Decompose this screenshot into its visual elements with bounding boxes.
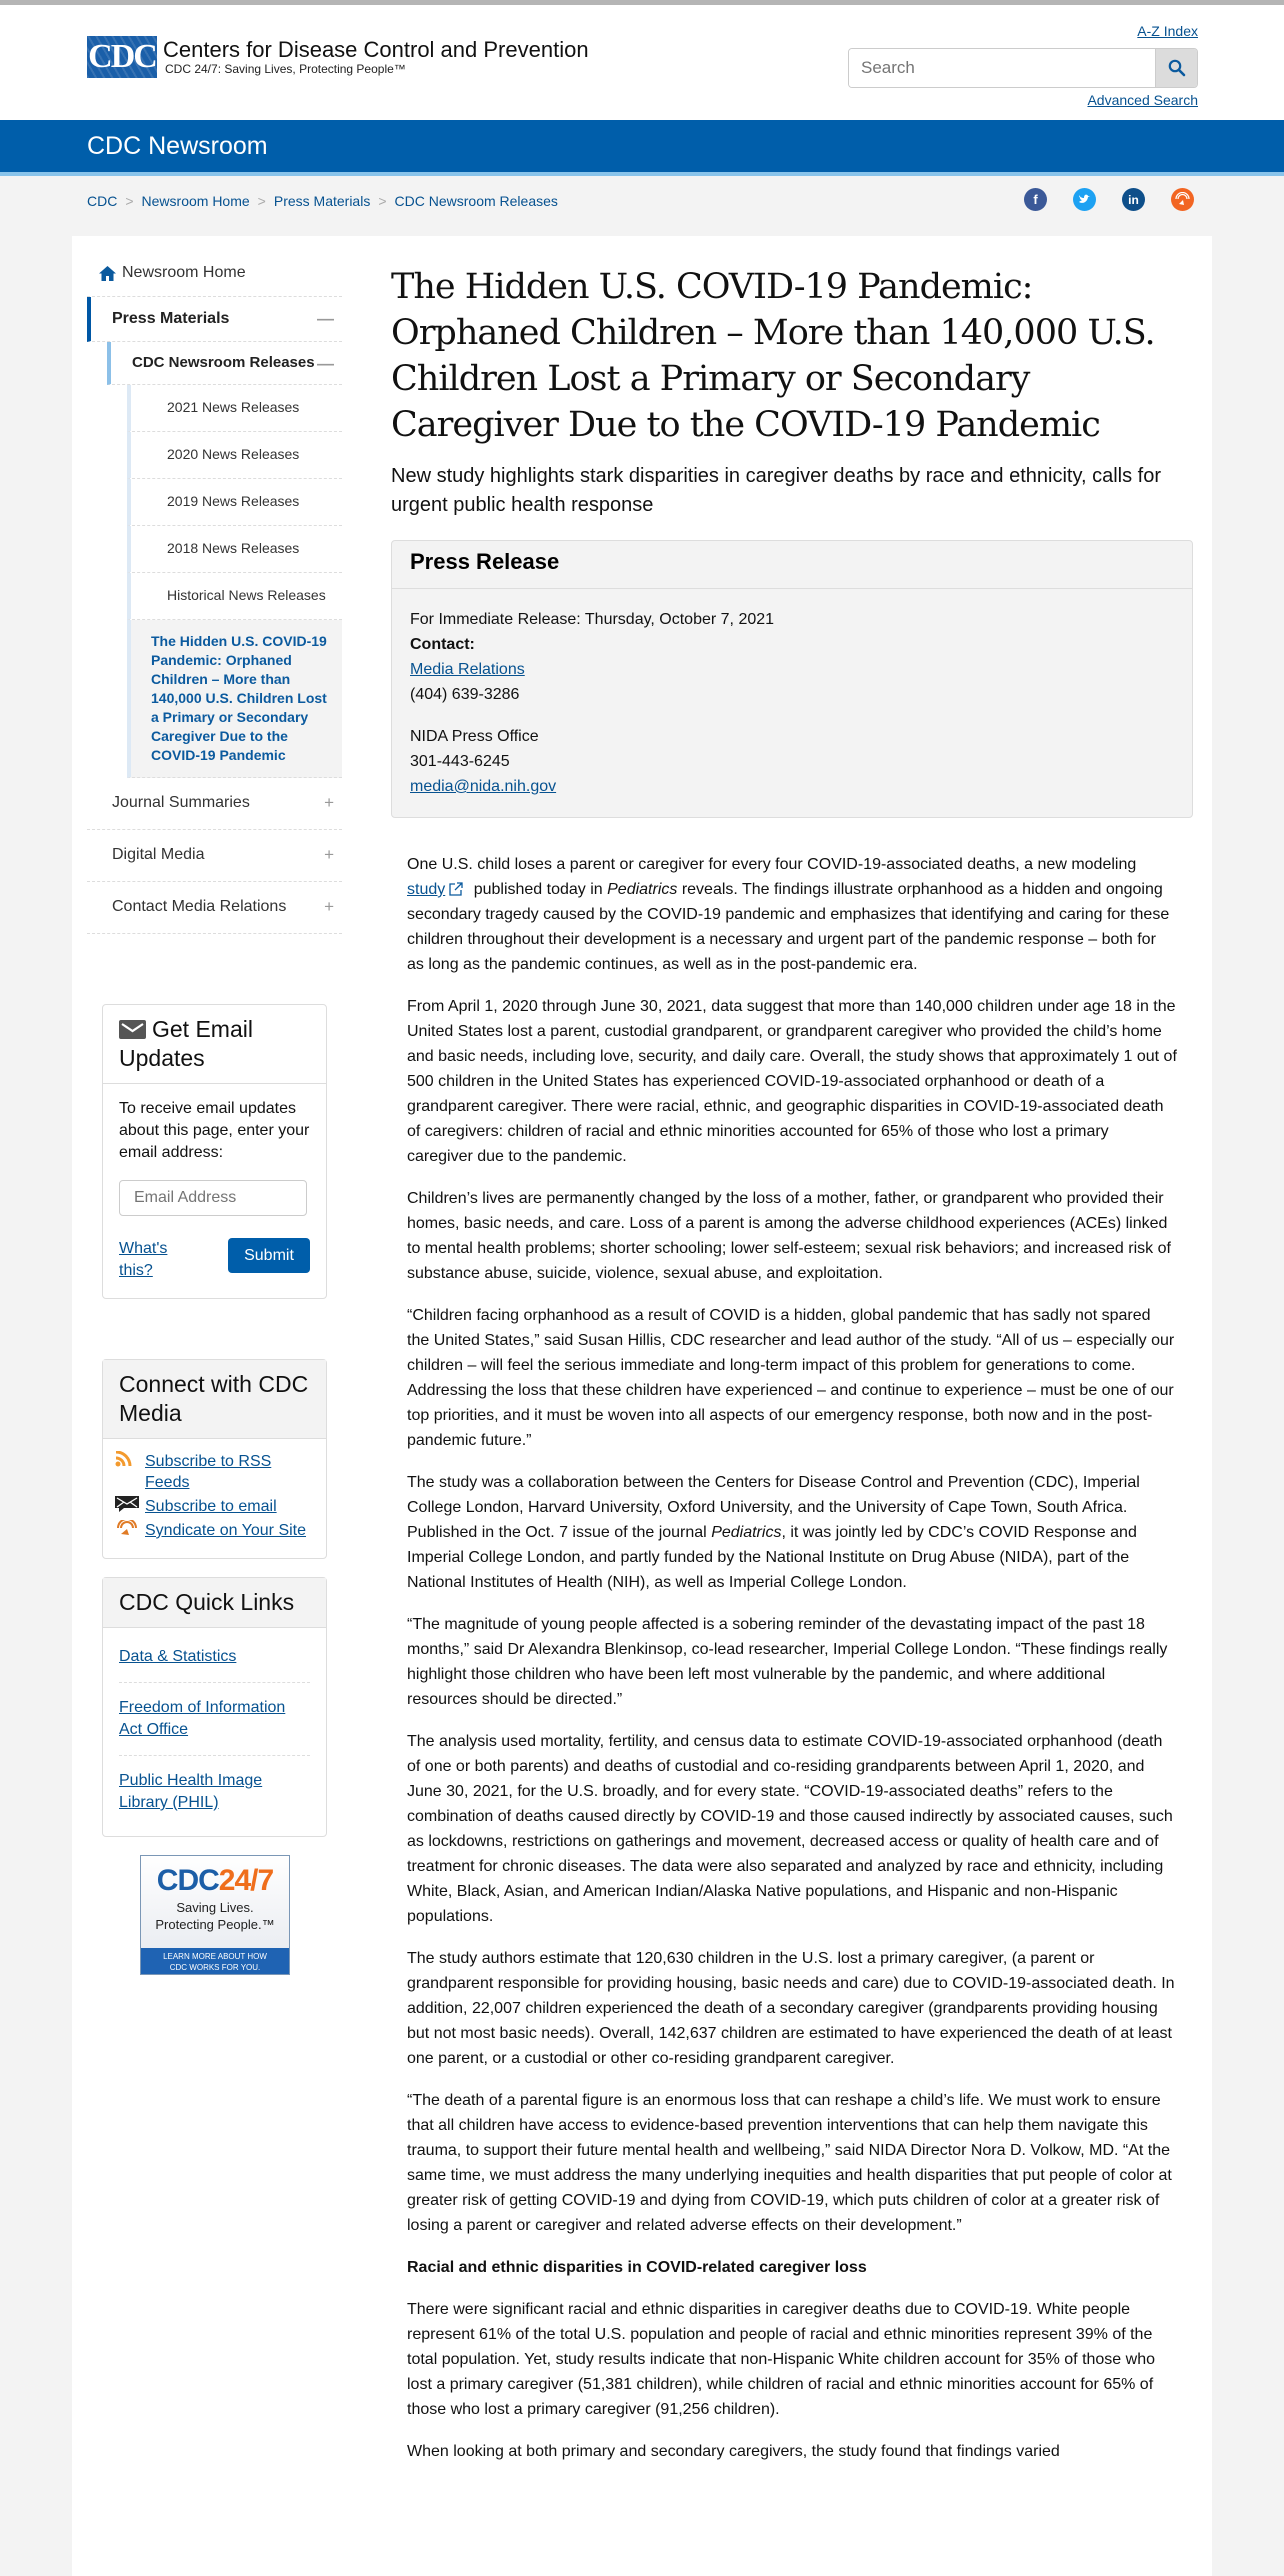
sidebar-item-historical-releases[interactable]: Historical News Releases xyxy=(127,573,342,620)
quick-link-foia[interactable]: Freedom of Information Act Office xyxy=(119,1699,286,1738)
envelope-icon xyxy=(119,1020,146,1039)
search-icon xyxy=(1168,59,1186,77)
sidebar xyxy=(87,236,342,1975)
ad-cta: LEARN MORE ABOUT HOW CDC WORKS FOR YOU. xyxy=(141,1948,289,1974)
org-name: Centers for Disease Control and Prevention xyxy=(163,37,589,62)
syndicate-icon[interactable] xyxy=(1171,188,1194,211)
breadcrumb-separator: > xyxy=(378,193,387,209)
paragraph: The study authors estimate that 120,630 children in the U.S. lost a primary caregiver, (a parent or grandparent responsible for providing housing, basic needs and care) due to COVID-19-associated death. In addition, 22,007 children experienced the death of a secondary caregiver (grandparents providing housing but not most basic needs). Overall, 142,637 children are estimated to have experienced the death of at least one parent, or a custodial or other co-residing grandparent caregiver. xyxy=(407,1950,1175,2067)
sidebar-item-label: Press Materials xyxy=(112,310,230,327)
search-button[interactable] xyxy=(1155,49,1197,87)
collapse-icon[interactable]: — xyxy=(317,309,334,328)
article-body xyxy=(391,818,1193,2464)
breadcrumb xyxy=(87,193,558,209)
sidebar-item-2019-releases[interactable]: 2019 News Releases xyxy=(127,479,342,526)
syndicate-item xyxy=(115,1520,314,1541)
syndicate-icon xyxy=(115,1520,139,1536)
sidebar-item-2021-releases[interactable]: 2021 News Releases xyxy=(127,385,342,432)
sidebar-item-current-page[interactable]: The Hidden U.S. COVID-19 Pandemic: Orphaned Children – More than 140,000 U.S. Children Lost a Primary or Secondary Caregiver Due to the COVID-19 Pandemic xyxy=(127,620,342,778)
submit-button[interactable]: Submit xyxy=(228,1238,310,1273)
facebook-icon[interactable]: f xyxy=(1024,188,1047,211)
nida-email-link[interactable]: media@nida.nih.gov xyxy=(410,778,557,795)
paragraph: One U.S. child loses a parent or caregiver for every four COVID-19-associated deaths, a new modeling study published today in Pediatrics reveals. The findings illustrate orphanhood as a hidden and ongoing secondary tragedy caused by the COVID-19 pandemic and emphasizes that identifying and caring for these children throughout their development is a necessary and urgent part of the pandemic response – both for as long as the pandemic continues, as well as in the post-pandemic era. xyxy=(407,856,1170,973)
media-relations-link[interactable]: Media Relations xyxy=(410,661,525,678)
search-box xyxy=(848,48,1198,88)
page-subtitle: New study highlights stark disparities in caregiver deaths by race and ethnicity, calls for urgent public health response xyxy=(391,465,1161,516)
social-share xyxy=(1024,188,1194,211)
whats-this-link[interactable]: What's this? xyxy=(119,1240,168,1279)
subscribe-email-link[interactable]: Subscribe to email xyxy=(145,1498,277,1515)
az-index-link[interactable]: A-Z Index xyxy=(1137,23,1198,39)
paragraph: “The death of a parental figure is an enormous loss that can reshape a child’s life. We must work to ensure that all children have access to evidence-based prevention interventions that can help them navigate this trauma, to support their future mental health and wellbeing,” said NIDA Director Nora D. Volkow, MD. “At the same time, we must address the many underlying inequities and health disparities that put people of color at greater risk of getting COVID-19 and dying from COVID-19, which puts children of color at a greater risk of losing a parent or caregiver and related adverse effects on their development.” xyxy=(407,2092,1172,2234)
quick-link-phil[interactable]: Public Health Image Library (PHIL) xyxy=(119,1772,263,1811)
expand-icon[interactable]: + xyxy=(324,845,334,864)
email-icon xyxy=(115,1496,139,1512)
twitter-icon[interactable] xyxy=(1073,188,1096,211)
quick-links-heading: CDC Quick Links xyxy=(103,1578,326,1628)
home-icon xyxy=(99,266,116,281)
collapse-icon[interactable]: — xyxy=(317,354,334,373)
sidebar-item-contact-media-relations[interactable] xyxy=(87,882,342,934)
email-updates-card xyxy=(102,1004,327,1299)
connect-media-card xyxy=(102,1359,327,1559)
connect-media-heading: Connect with CDC Media xyxy=(103,1360,326,1439)
breadcrumb-separator: > xyxy=(125,193,134,209)
sidebar-item-label: CDC Newsroom Releases xyxy=(132,354,315,371)
nida-office: NIDA Press Office xyxy=(410,728,539,745)
sidebar-item-press-materials[interactable] xyxy=(87,297,342,342)
section-heading: Racial and ethnic disparities in COVID-related caregiver loss xyxy=(407,2259,867,2276)
rss-feeds-item xyxy=(115,1451,314,1493)
banner-title[interactable]: CDC Newsroom xyxy=(87,132,268,160)
breadcrumb-separator: > xyxy=(257,193,266,209)
syndicate-link[interactable]: Syndicate on Your Site xyxy=(145,1522,307,1539)
cdc-logo[interactable] xyxy=(87,36,589,78)
paragraph: “The magnitude of young people affected is a sobering reminder of the devastating impact of the past 18 months,” said Dr Alexandra Blenkinsop, co-lead researcher, Imperial College London. “These findings really highlight those children who have been left most vulnerable by the pandemic, and where additional resources should be directed.” xyxy=(407,1616,1168,1708)
breadcrumb-row xyxy=(0,176,1284,231)
ad-brand-number: 24/7 xyxy=(218,1864,274,1897)
email-updates-heading: Get Email Updates xyxy=(103,1005,326,1084)
email-updates-text: To receive email updates about this page, enter your email address: xyxy=(119,1100,310,1161)
breadcrumb-cdc[interactable]: CDC xyxy=(87,193,118,209)
email-address-input[interactable] xyxy=(119,1180,307,1216)
quick-link-data-statistics[interactable]: Data & Statistics xyxy=(119,1648,237,1665)
subscribe-rss-link[interactable]: Subscribe to RSS Feeds xyxy=(145,1453,272,1491)
sidebar-item-label: Journal Summaries xyxy=(112,794,250,811)
paragraph: When looking at both primary and secondary caregivers, the study found that findings varied xyxy=(407,2443,1060,2460)
sidebar-item-journal-summaries[interactable] xyxy=(87,778,342,830)
cdc-logo-mark: CDC xyxy=(87,36,157,78)
paragraph: The analysis used mortality, fertility, and census data to estimate COVID-19-associated orphanhood (death of one or both parents) and deaths of custodial and co-residing grandparents between April 1, 2020, and June 30, 2021, for the U.S. broadly, and for every state. “COVID-19-associated deaths” refers to the combination of deaths caused directly by COVID-19 and those caused indirectly by associated causes, such as lockdowns, restrictions on gatherings and movement, decreased access or quality of health care and of treatment for chronic diseases. The data were also separated and analyzed by race and ethnicity, including White, Black, Asian, and American Indian/Alaska Native populations, and Hispanic and non-Hispanic populations. xyxy=(407,1733,1173,1925)
email-item xyxy=(115,1496,314,1517)
paragraph: “Children facing orphanhood as a result of COVID is a hidden, global pandemic that has sadly not spared the United States,” said Susan Hillis, CDC researcher and lead author of the study. “All of us – especially our children – will feel the serious immediate and long-term impact of this problem for generations to come. Addressing the loss that these children have experienced – and continue to experience – must be one of our top priorities, and it must be woven into all aspects of our emergency response, both now and in the post-pandemic future.” xyxy=(407,1307,1175,1449)
cdc-24-7-banner[interactable] xyxy=(140,1855,290,1975)
page-content xyxy=(72,236,1212,2576)
paragraph: Children’s lives are permanently changed by the loss of a mother, father, or grandparent who provided their homes, basic needs, and care. Loss of a parent is among the adverse childhood experiences (ACEs) linked to mental health problems; shorter schooling; lower self-esteem; sexual risk behaviors; and increased risk of substance abuse, suicide, violence, sexual abuse, and exploitation. xyxy=(407,1190,1171,1282)
breadcrumb-press-materials[interactable]: Press Materials xyxy=(273,193,371,209)
contact-phone: (404) 639-3286 xyxy=(410,686,520,703)
search-input[interactable] xyxy=(849,49,1155,87)
sidebar-item-label: Newsroom Home xyxy=(122,264,246,281)
quick-links-card xyxy=(102,1577,327,1837)
sidebar-item-label: Digital Media xyxy=(112,846,205,863)
rss-icon xyxy=(115,1451,139,1467)
paragraph: From April 1, 2020 through June 30, 2021, data suggest that more than 140,000 children under age 18 in the United States lost a parent, custodial grandparent, or grandparent caregiver who provided the child’s home and basic needs, including love, security, and daily care. Overall, the study shows that approximately 1 out of 500 children in the United States has experienced COVID-19-associated orphanhood or death of a grandparent caregiver. There were racial, ethnic, and geographic disparities in COVID-19-associated death of caregivers: children of racial and ethnic minorities accounted for 65% of those who lost a primary caregiver due to the pandemic. xyxy=(407,998,1177,1165)
study-link[interactable]: study xyxy=(407,881,446,898)
sidebar-item-newsroom-home[interactable] xyxy=(87,236,342,297)
site-header xyxy=(0,5,1284,120)
ad-brand: CDC xyxy=(156,1864,219,1897)
expand-icon[interactable]: + xyxy=(324,897,334,916)
paragraph: The study was a collaboration between the Centers for Disease Control and Prevention (CDC), Imperial College London, Harvard University, Oxford University, and the University of Cape Town, South Africa. Published in the Oct. 7 issue of the journal Pediatrics, it was jointly led by CDC’s COVID Response and Imperial College London, and partly funded by the National Institute on Drug Abuse (NIDA), part of the National Institutes of Health (NIH), as well as Imperial College London. xyxy=(407,1474,1140,1591)
linkedin-icon[interactable]: in xyxy=(1122,188,1145,211)
contact-label: Contact: xyxy=(410,636,475,653)
breadcrumb-newsroom-home[interactable]: Newsroom Home xyxy=(141,193,250,209)
sidebar-item-newsroom-releases[interactable] xyxy=(107,342,342,385)
sidebar-item-label: Contact Media Relations xyxy=(112,898,287,915)
press-release-box xyxy=(391,540,1193,818)
ad-tagline-1: Saving Lives. xyxy=(176,1900,254,1915)
main-content xyxy=(391,236,1193,2481)
paragraph: There were significant racial and ethnic disparities in caregiver deaths due to COVID-19. White people represent 61% of the total U.S. population and people of racial and ethnic minorities represent 39% of the total population. Yet, study results indicate that non-Hispanic White children account for 35% of those who lost a primary caregiver (51,381 children), while children of racial and ethnic minorities account for 65% of those who lost a primary caregiver (91,256 children). xyxy=(407,2301,1155,2418)
org-tagline: CDC 24/7: Saving Lives, Protecting People™ xyxy=(165,62,406,76)
newsroom-banner xyxy=(0,120,1284,176)
breadcrumb-newsroom-releases[interactable]: CDC Newsroom Releases xyxy=(394,193,558,209)
release-date: For Immediate Release: Thursday, October 7, 2021 xyxy=(410,611,775,628)
sidebar-item-2018-releases[interactable]: 2018 News Releases xyxy=(127,526,342,573)
nida-phone: 301-443-6245 xyxy=(410,753,510,770)
sidebar-item-2020-releases[interactable]: 2020 News Releases xyxy=(127,432,342,479)
external-link-icon xyxy=(449,882,463,896)
page-title: The Hidden U.S. COVID-19 Pandemic: Orphaned Children – More than 140,000 U.S. Children Lost a Primary or Secondary Caregiver Due to the COVID-19 Pandemic xyxy=(391,267,1155,445)
expand-icon[interactable]: + xyxy=(324,793,334,812)
sidebar-item-digital-media[interactable] xyxy=(87,830,342,882)
advanced-search-link[interactable]: Advanced Search xyxy=(1087,92,1198,108)
ad-tagline-2: Protecting People.™ xyxy=(155,1917,275,1932)
press-release-heading: Press Release xyxy=(392,541,1192,589)
